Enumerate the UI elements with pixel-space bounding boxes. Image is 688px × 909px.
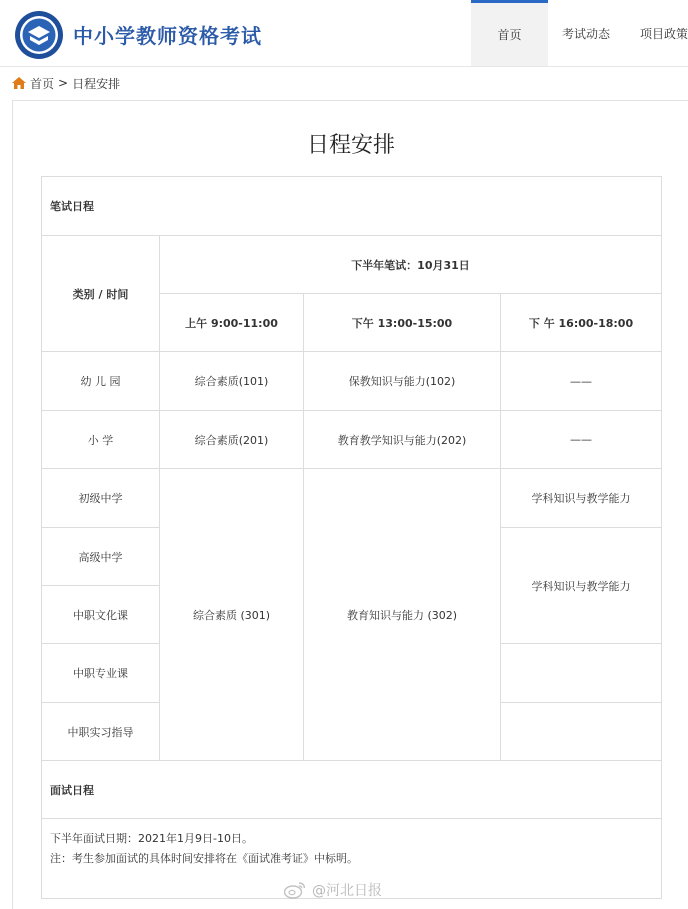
category-vocational-internship: 中职实习指导 xyxy=(42,703,160,761)
corner-header: 类别 / 时间 xyxy=(42,236,160,352)
subject-cell-senior-vocational: 学科知识与教学能力 xyxy=(501,528,662,644)
category-vocational-culture: 中职文化课 xyxy=(42,586,160,644)
category-primary: 小 学 xyxy=(42,411,160,469)
table-row xyxy=(42,411,662,469)
interview-date-text: 下半年面试日期：2021年1月9日-10日。 xyxy=(50,832,253,845)
table-row xyxy=(42,761,662,819)
empty-cell xyxy=(501,703,662,761)
exam-date-header: 下半年笔试：10月31日 xyxy=(160,236,662,294)
merged-subject-knowledge: 教育知识与能力 (302) xyxy=(304,469,501,761)
subject-cell: —— xyxy=(501,411,662,469)
breadcrumb xyxy=(12,74,120,92)
time-slot-morning: 上午 9:00-11:00 xyxy=(160,294,304,352)
watermark-text: @河北日报 xyxy=(312,883,382,899)
site-title[interactable]: 中小学教师资格考试 xyxy=(73,24,262,48)
subject-cell-junior: 学科知识与教学能力 xyxy=(501,469,662,528)
interview-section-title: 面试日程 xyxy=(42,761,662,819)
nav-home[interactable]: 首页 xyxy=(471,0,548,66)
breadcrumb-separator: > xyxy=(58,76,69,90)
written-section-title: 笔试日程 xyxy=(42,177,662,236)
table-row xyxy=(42,469,662,528)
category-senior-middle: 高级中学 xyxy=(42,528,160,586)
page-title: 日程安排 xyxy=(306,133,395,158)
merged-subject-general: 综合素质 (301) xyxy=(160,469,304,761)
subject-cell: 保教知识与能力(102) xyxy=(304,352,501,411)
table-row xyxy=(42,236,662,294)
weibo-icon xyxy=(284,881,306,899)
subject-cell: 综合素质(101) xyxy=(160,352,304,411)
subject-cell: —— xyxy=(501,352,662,411)
subject-cell: 教育教学知识与能力(202) xyxy=(304,411,501,469)
breadcrumb-current: 日程安排 xyxy=(72,76,121,91)
time-slot-late-afternoon: 下 午 16:00-18:00 xyxy=(501,294,662,352)
nav-exam-news[interactable]: 考试动态 xyxy=(561,26,610,41)
schedule-table xyxy=(41,176,662,899)
category-junior-middle: 初级中学 xyxy=(42,469,160,528)
watermark xyxy=(284,878,382,902)
subject-cell: 综合素质(201) xyxy=(160,411,304,469)
table-row xyxy=(42,177,662,236)
site-header xyxy=(0,0,688,67)
time-slot-afternoon: 下午 13:00-15:00 xyxy=(304,294,501,352)
category-vocational-professional: 中职专业课 xyxy=(42,644,160,703)
empty-cell xyxy=(501,644,662,703)
table-row xyxy=(42,352,662,411)
site-logo-icon[interactable] xyxy=(14,10,64,60)
breadcrumb-home-link[interactable]: 首页 xyxy=(30,76,55,91)
category-kindergarten: 幼 儿 园 xyxy=(42,352,160,411)
nav-project-policy[interactable]: 项目政策 xyxy=(640,26,688,41)
interview-note-text: 注：考生参加面试的具体时间安排将在《面试准考证》中标明。 xyxy=(50,852,358,865)
home-icon[interactable] xyxy=(12,77,26,89)
